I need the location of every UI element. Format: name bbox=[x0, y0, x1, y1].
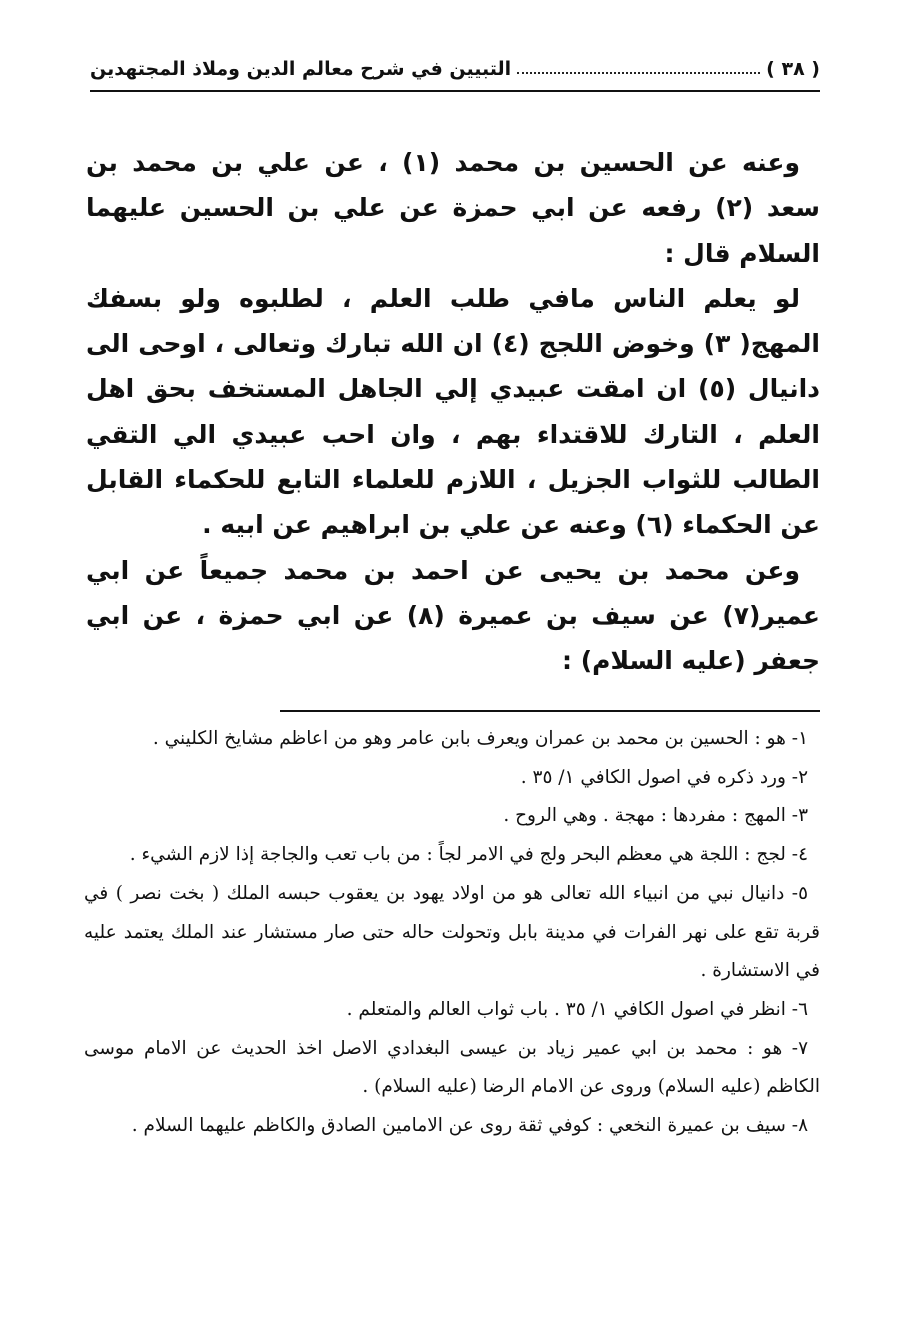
footnote-divider bbox=[280, 710, 820, 712]
footnote: ١- هو : الحسين بن محمد بن عمران ويعرف بابن عامر وهو من اعاظم مشايخ الكليني . bbox=[152, 728, 808, 749]
footnote: ٦- انظر في اصول الكافي ١/ ٣٥ . باب ثواب العالم والمتعلم . bbox=[346, 998, 808, 1020]
footnote: ٧- هو : محمد بن ابي عمير زياد بن عيسى البغدادي الاصل اخذ الحديث عن الامام موسى الكاظم (عليه السلام) وروى عن الامام الرضا (عليه السلام) . bbox=[84, 1037, 820, 1098]
header-dot-leader bbox=[517, 72, 760, 74]
footnote: ٨- سيف بن عميرة النخعي : كوفي ثقة روى عن الامامين الصادق والكاظم عليهما السلام . bbox=[131, 1115, 808, 1137]
page-number: ( ٣٨ ) bbox=[766, 58, 820, 80]
footnote: ٢- ورد ذكره في اصول الكافي ١/ ٣٥ . bbox=[520, 766, 808, 788]
footnote: ٥- دانيال نبي من انبياء الله تعالى هو من اولاد يهود بن يعقوب حبسه الملك ( بخت نصر ) في قربة تقع على نهر الفرات في مدينة بابل وتحولت حاله حتى صار مستشار عند الملك يعتمد عليه في الاستشارة . bbox=[84, 882, 820, 982]
header-divider bbox=[90, 90, 820, 92]
main-text bbox=[86, 140, 820, 684]
footnotes bbox=[84, 720, 820, 1146]
main-paragraph: وعنه عن الحسين بن محمد (١) ، عن علي بن محمد بن سعد (٢) رفعه عن ابي حمزة عن علي بن الحسين عليهما السلام قال : bbox=[86, 148, 820, 268]
book-title: التبيين في شرح معالم الدين وملاذ المجتهدين bbox=[90, 58, 512, 80]
main-paragraph: وعن محمد بن يحيى عن احمد بن محمد جميعاً عن ابي عمير(٧) عن سيف بن عميرة (٨) عن ابي حمزة ، عن ابي جعفر (عليه السلام) : bbox=[86, 555, 820, 676]
footnote: ٣- المهج : مفردها : مهجة . وهي الروح . bbox=[503, 805, 808, 827]
running-header bbox=[90, 52, 820, 86]
main-paragraph: لو يعلم الناس مافي طلب العلم ، لطلبوه ولو بسفك المهج( ٣) وخوض اللجج (٤) ان الله تبارك وتعالى ، اوحى الى دانيال (٥) ان امقت عبيدي إلي الجاهل المستخف بحق اهل العلم ، التارك للاقتداء بهم ، وان احب عبيدي الي التقي الطالب للثواب الجزيل ، اللازم للعلماء التابع للحكماء القابل عن الحكماء (٦) وعنه عن علي بن ابراهيم عن ابيه . bbox=[86, 283, 820, 540]
footnote: ٤- لجج : اللجة هي معظم البحر ولج في الامر لجاً : من باب تعب والجاجة إذا لازم الشيء . bbox=[129, 844, 808, 866]
